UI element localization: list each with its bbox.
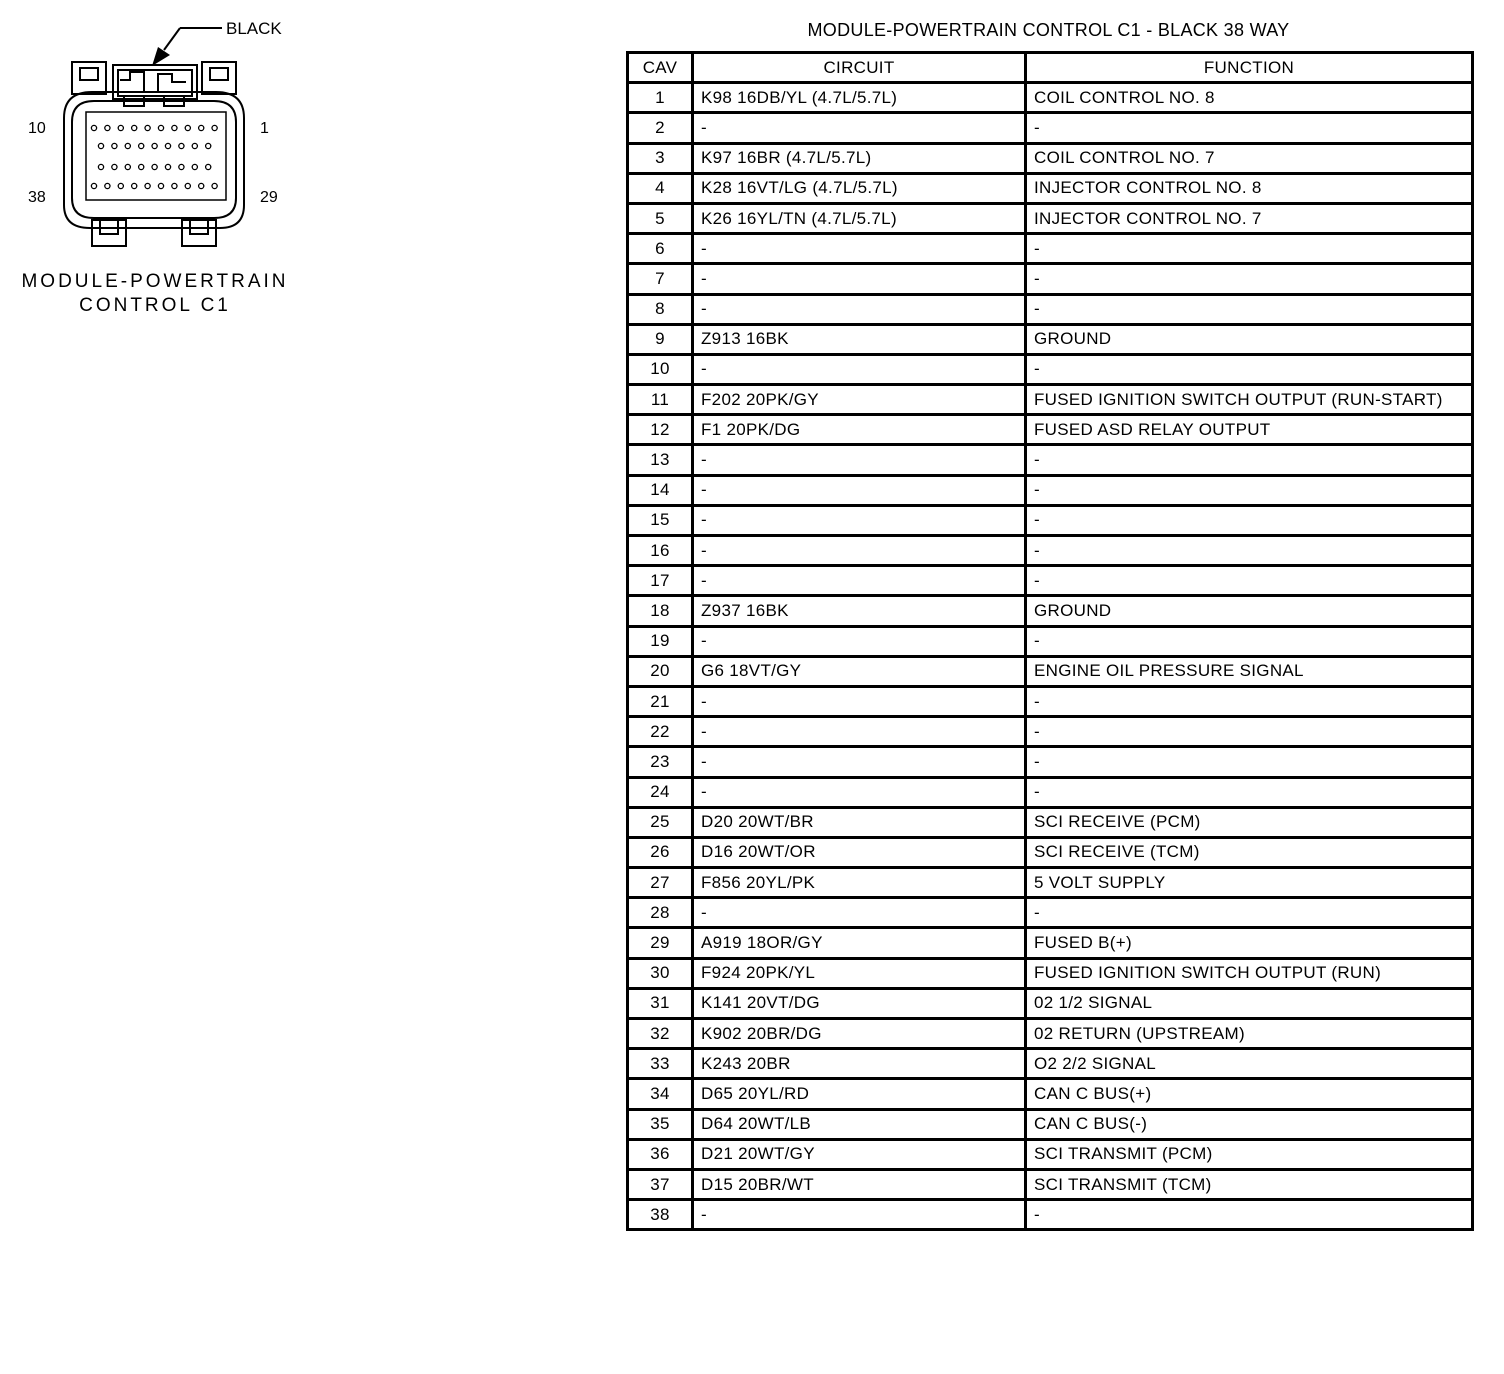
function-cell: - <box>1026 898 1473 928</box>
header-circuit: CIRCUIT <box>693 53 1026 83</box>
function-cell: GROUND <box>1026 324 1473 354</box>
circuit-cell: - <box>693 898 1026 928</box>
circuit-cell: - <box>693 113 1026 143</box>
table-row <box>628 868 1473 898</box>
function-cell: - <box>1026 777 1473 807</box>
header-function: FUNCTION <box>1026 53 1473 83</box>
circuit-cell: - <box>693 566 1026 596</box>
table-row <box>628 988 1473 1018</box>
pin-cavity <box>179 164 184 169</box>
table-row <box>628 1109 1473 1139</box>
cav-cell: 29 <box>628 928 693 958</box>
circuit-cell: K26 16YL/TN (4.7L/5.7L) <box>693 203 1026 233</box>
cav-cell: 11 <box>628 385 693 415</box>
function-cell: - <box>1026 234 1473 264</box>
pin-cavity <box>118 183 123 188</box>
circuit-cell: - <box>693 264 1026 294</box>
pin-cavity <box>91 183 96 188</box>
function-cell: SCI TRANSMIT (PCM) <box>1026 1139 1473 1169</box>
function-cell: - <box>1026 445 1473 475</box>
table-row <box>628 656 1473 686</box>
table-row <box>628 1200 1473 1230</box>
cav-cell: 23 <box>628 747 693 777</box>
cav-cell: 7 <box>628 264 693 294</box>
cav-cell: 1 <box>628 83 693 113</box>
cav-cell: 38 <box>628 1200 693 1230</box>
circuit-cell: - <box>693 777 1026 807</box>
circuit-cell: - <box>693 445 1026 475</box>
function-cell: - <box>1026 626 1473 656</box>
cav-cell: 13 <box>628 445 693 475</box>
cav-cell: 9 <box>628 324 693 354</box>
circuit-cell: - <box>693 354 1026 384</box>
table-row <box>628 294 1473 324</box>
cav-cell: 18 <box>628 596 693 626</box>
cav-cell: 27 <box>628 868 693 898</box>
cav-cell: 8 <box>628 294 693 324</box>
function-cell: 02 1/2 SIGNAL <box>1026 988 1473 1018</box>
function-cell: - <box>1026 717 1473 747</box>
function-cell: 02 RETURN (UPSTREAM) <box>1026 1019 1473 1049</box>
circuit-cell: Z913 16BK <box>693 324 1026 354</box>
pin-cavity <box>132 125 137 130</box>
cav-cell: 25 <box>628 807 693 837</box>
table-row <box>628 928 1473 958</box>
table-row <box>628 747 1473 777</box>
circuit-cell: G6 18VT/GY <box>693 656 1026 686</box>
cav-cell: 28 <box>628 898 693 928</box>
circuit-cell: - <box>693 686 1026 716</box>
circuit-cell: D16 20WT/OR <box>693 837 1026 867</box>
table-row <box>628 143 1473 173</box>
color-callout-label: BLACK <box>226 19 282 38</box>
pin-cavity <box>158 183 163 188</box>
circuit-cell: - <box>693 747 1026 777</box>
pin-cavity <box>98 164 103 169</box>
table-row <box>628 898 1473 928</box>
function-cell: FUSED B(+) <box>1026 928 1473 958</box>
table-title: MODULE-POWERTRAIN CONTROL C1 - BLACK 38 WAY <box>807 20 1290 40</box>
cav-cell: 12 <box>628 415 693 445</box>
cav-cell: 5 <box>628 203 693 233</box>
pin-cavity <box>185 183 190 188</box>
function-cell: SCI RECEIVE (PCM) <box>1026 807 1473 837</box>
pin-cavity <box>105 183 110 188</box>
table-row <box>628 475 1473 505</box>
function-cell: FUSED IGNITION SWITCH OUTPUT (RUN) <box>1026 958 1473 988</box>
pin-cavity <box>139 143 144 148</box>
function-cell: SCI RECEIVE (TCM) <box>1026 837 1473 867</box>
table-row <box>628 445 1473 475</box>
circuit-cell: K97 16BR (4.7L/5.7L) <box>693 143 1026 173</box>
table-row <box>628 596 1473 626</box>
cav-cell: 35 <box>628 1109 693 1139</box>
cav-cell: 21 <box>628 686 693 716</box>
circuit-cell: - <box>693 505 1026 535</box>
header-cav: CAV <box>628 53 693 83</box>
circuit-cell: - <box>693 234 1026 264</box>
pin-cavity <box>212 125 217 130</box>
cav-cell: 24 <box>628 777 693 807</box>
pin-cavity <box>145 183 150 188</box>
circuit-cell: K902 20BR/DG <box>693 1019 1026 1049</box>
function-cell: - <box>1026 475 1473 505</box>
pin-cavity <box>125 143 130 148</box>
table-row <box>628 536 1473 566</box>
connector-diagram <box>0 0 320 260</box>
pin-label-1: 1 <box>260 120 269 137</box>
pin-cavity <box>165 164 170 169</box>
circuit-cell: - <box>693 294 1026 324</box>
cav-cell: 19 <box>628 626 693 656</box>
cav-cell: 32 <box>628 1019 693 1049</box>
pin-cavity <box>112 143 117 148</box>
pin-cavity <box>206 164 211 169</box>
function-cell: - <box>1026 264 1473 294</box>
cav-cell: 4 <box>628 173 693 203</box>
pin-cavity <box>172 125 177 130</box>
function-cell: FUSED IGNITION SWITCH OUTPUT (RUN-START) <box>1026 385 1473 415</box>
pin-cavity <box>98 143 103 148</box>
connector-title-line2: CONTROL C1 <box>79 295 231 316</box>
pin-cavity <box>172 183 177 188</box>
circuit-cell: D64 20WT/LB <box>693 1109 1026 1139</box>
pin-cavity <box>152 164 157 169</box>
table-row <box>628 1139 1473 1169</box>
function-cell: - <box>1026 354 1473 384</box>
pin-cavity <box>91 125 96 130</box>
function-cell: COIL CONTROL NO. 7 <box>1026 143 1473 173</box>
cav-cell: 30 <box>628 958 693 988</box>
connector-title-line1: MODULE-POWERTRAIN <box>21 271 289 292</box>
circuit-cell: D15 20BR/WT <box>693 1169 1026 1199</box>
pinout-table <box>626 51 1474 1231</box>
table-row <box>628 264 1473 294</box>
pin-cavity <box>132 183 137 188</box>
function-cell: INJECTOR CONTROL NO. 7 <box>1026 203 1473 233</box>
circuit-cell: D20 20WT/BR <box>693 807 1026 837</box>
pin-cavity <box>152 143 157 148</box>
pin-cavity <box>145 125 150 130</box>
cav-cell: 14 <box>628 475 693 505</box>
pin-cavity <box>112 164 117 169</box>
table-row <box>628 1079 1473 1109</box>
circuit-cell: - <box>693 536 1026 566</box>
pin-cavity <box>192 164 197 169</box>
cav-cell: 6 <box>628 234 693 264</box>
function-cell: - <box>1026 1200 1473 1230</box>
callout-arrowhead <box>152 47 170 66</box>
pin-label-29: 29 <box>260 189 278 206</box>
table-row <box>628 958 1473 988</box>
cav-cell: 17 <box>628 566 693 596</box>
function-cell: - <box>1026 536 1473 566</box>
circuit-cell: D21 20WT/GY <box>693 1139 1026 1169</box>
table-row <box>628 1049 1473 1079</box>
circuit-cell: - <box>693 1200 1026 1230</box>
circuit-cell: F1 20PK/DG <box>693 415 1026 445</box>
function-cell: INJECTOR CONTROL NO. 8 <box>1026 173 1473 203</box>
pin-label-10: 10 <box>28 120 46 137</box>
table-row <box>628 807 1473 837</box>
function-cell: - <box>1026 686 1473 716</box>
table-body <box>628 83 1473 1230</box>
function-cell: O2 2/2 SIGNAL <box>1026 1049 1473 1079</box>
cav-cell: 15 <box>628 505 693 535</box>
circuit-cell: - <box>693 626 1026 656</box>
pin-cavity <box>139 164 144 169</box>
cav-cell: 16 <box>628 536 693 566</box>
pin-cavity <box>125 164 130 169</box>
table-row <box>628 717 1473 747</box>
table-row <box>628 354 1473 384</box>
pin-cavity <box>179 143 184 148</box>
function-cell: CAN C BUS(-) <box>1026 1109 1473 1139</box>
pin-cavity <box>185 125 190 130</box>
table-row <box>628 566 1473 596</box>
circuit-cell: K98 16DB/YL (4.7L/5.7L) <box>693 83 1026 113</box>
circuit-cell: - <box>693 717 1026 747</box>
cav-cell: 20 <box>628 656 693 686</box>
circuit-cell: A919 18OR/GY <box>693 928 1026 958</box>
circuit-cell: F924 20PK/YL <box>693 958 1026 988</box>
table-row <box>628 203 1473 233</box>
function-cell: SCI TRANSMIT (TCM) <box>1026 1169 1473 1199</box>
table-row <box>628 324 1473 354</box>
circuit-cell: D65 20YL/RD <box>693 1079 1026 1109</box>
table-row <box>628 505 1473 535</box>
pin-label-38: 38 <box>28 189 46 206</box>
function-cell: - <box>1026 566 1473 596</box>
cav-cell: 10 <box>628 354 693 384</box>
pin-cavity <box>192 143 197 148</box>
circuit-cell: Z937 16BK <box>693 596 1026 626</box>
table-row <box>628 1169 1473 1199</box>
function-cell: - <box>1026 294 1473 324</box>
function-cell: CAN C BUS(+) <box>1026 1079 1473 1109</box>
cav-cell: 3 <box>628 143 693 173</box>
table-row <box>628 837 1473 867</box>
pin-cavity <box>206 143 211 148</box>
function-cell: FUSED ASD RELAY OUTPUT <box>1026 415 1473 445</box>
pin-cavity <box>105 125 110 130</box>
circuit-cell: - <box>693 475 1026 505</box>
circuit-cell: F202 20PK/GY <box>693 385 1026 415</box>
pin-cavity <box>118 125 123 130</box>
cav-cell: 31 <box>628 988 693 1018</box>
table-header-row <box>628 53 1473 83</box>
function-cell: - <box>1026 113 1473 143</box>
cav-cell: 26 <box>628 837 693 867</box>
pin-cavity <box>212 183 217 188</box>
pin-cavity <box>165 143 170 148</box>
table-row <box>628 777 1473 807</box>
cav-cell: 33 <box>628 1049 693 1079</box>
cav-cell: 22 <box>628 717 693 747</box>
connector-title <box>0 270 310 318</box>
function-cell: 5 VOLT SUPPLY <box>1026 868 1473 898</box>
cav-cell: 2 <box>628 113 693 143</box>
table-row <box>628 626 1473 656</box>
circuit-cell: K243 20BR <box>693 1049 1026 1079</box>
table-row <box>628 234 1473 264</box>
table-row <box>628 113 1473 143</box>
table-row <box>628 1019 1473 1049</box>
table-row <box>628 415 1473 445</box>
table-row <box>628 173 1473 203</box>
cav-cell: 34 <box>628 1079 693 1109</box>
circuit-cell: K141 20VT/DG <box>693 988 1026 1018</box>
table-row <box>628 385 1473 415</box>
circuit-cell: K28 16VT/LG (4.7L/5.7L) <box>693 173 1026 203</box>
circuit-cell: F856 20YL/PK <box>693 868 1026 898</box>
pin-cavity <box>199 125 204 130</box>
cav-cell: 36 <box>628 1139 693 1169</box>
function-cell: - <box>1026 505 1473 535</box>
pin-field <box>91 125 217 188</box>
pin-cavity <box>199 183 204 188</box>
table-row <box>628 83 1473 113</box>
table-row <box>628 686 1473 716</box>
cav-cell: 37 <box>628 1169 693 1199</box>
function-cell: ENGINE OIL PRESSURE SIGNAL <box>1026 656 1473 686</box>
function-cell: GROUND <box>1026 596 1473 626</box>
function-cell: - <box>1026 747 1473 777</box>
pin-cavity <box>158 125 163 130</box>
function-cell: COIL CONTROL NO. 8 <box>1026 83 1473 113</box>
